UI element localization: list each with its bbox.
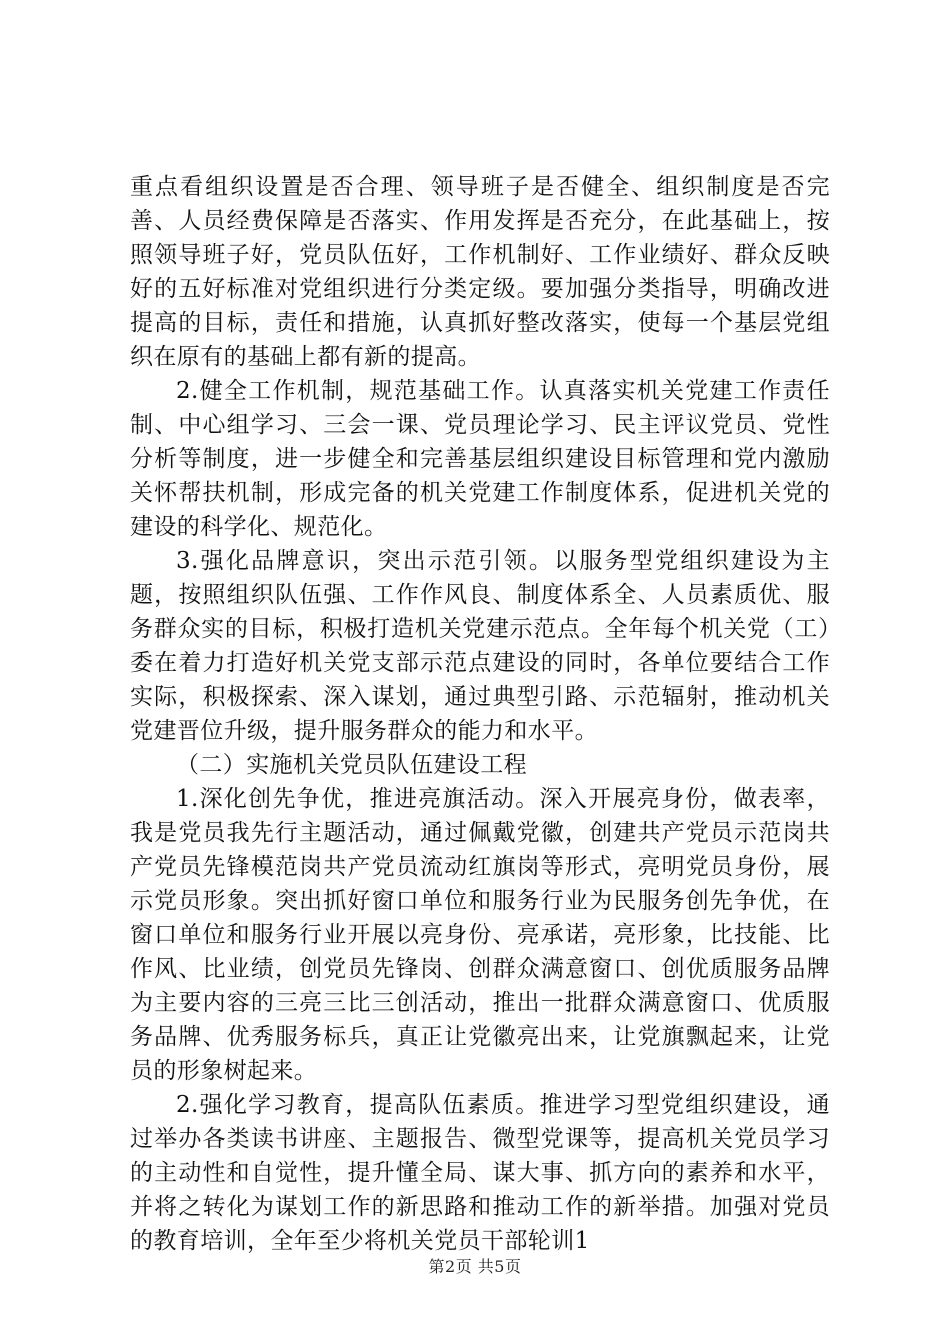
section-heading-party-members: （二）实施机关党员队伍建设工程	[176, 752, 527, 778]
paragraph-work-mechanism: 2.健全工作机制，规范基础工作。认真落实机关党建工作责任制、中心组学习、三会一课、党员理论学习、民主评议党员、党性分析等制度，进一步健全和完善基层组织建设目标管理和党内激励关怀帮扶机制，形成完备的机关党建工作制度体系，促进机关党的建设的科学化、规范化。	[130, 378, 830, 540]
paragraph-learning-education: 2.强化学习教育，提高队伍素质。推进学习型党组织建设，通过举办各类读书讲座、主题报告、微型党课等，提高机关党员学习的主动性和自觉性，提升懂全局、谋大事、抓方向的素养和水平，并将之转化为谋划工作的新思路和推动工作的新举措。加强对党员的教育培训，全年至少将机关党员干部轮训1	[130, 1092, 830, 1254]
document-body	[130, 170, 830, 1258]
paragraph-continuation: 重点看组织设置是否合理、领导班子是否健全、组织制度是否完善、人员经费保障是否落实、作用发挥是否充分，在此基础上，按照领导班子好，党员队伍好，工作机制好、工作业绩好、群众反映好的五好标准对党组织进行分类定级。要加强分类指导，明确改进提高的目标，责任和措施，认真抓好整改落实，使每一个基层党组织在原有的基础上都有新的提高。	[130, 174, 830, 370]
page-number-footer: 第2页 共5页	[428, 1257, 522, 1276]
paragraph-brand-awareness: 3.强化品牌意识，突出示范引领。以服务型党组织建设为主题，按照组织队伍强、工作作风良、制度体系全、人员素质优、服务群众实的目标，积极打造机关党建示范点。全年每个机关党（工）委在着力打造好机关党支部示范点建设的同时，各单位要结合工作实际，积极探索、深入谋划，通过典型引路、示范辐射，推动机关党建晋位升级，提升服务群众的能力和水平。	[130, 548, 830, 744]
paragraph-excellence-activities: 1.深化创先争优，推进亮旗活动。深入开展亮身份，做表率，我是党员我先行主题活动，通过佩戴党徽，创建共产党员示范岗共产党员先锋模范岗共产党员流动红旗岗等形式，亮明党员身份，展示党员形象。突出抓好窗口单位和服务行业为民服务创先争优，在窗口单位和服务行业开展以亮身份、亮承诺，亮形象，比技能、比作风、比业绩，创党员先锋岗、创群众满意窗口、创优质服务品牌为主要内容的三亮三比三创活动，推出一批群众满意窗口、优质服务品牌、优秀服务标兵，真正让党徽亮出来，让党旗飘起来，让党员的形象树起来。	[130, 786, 830, 1084]
